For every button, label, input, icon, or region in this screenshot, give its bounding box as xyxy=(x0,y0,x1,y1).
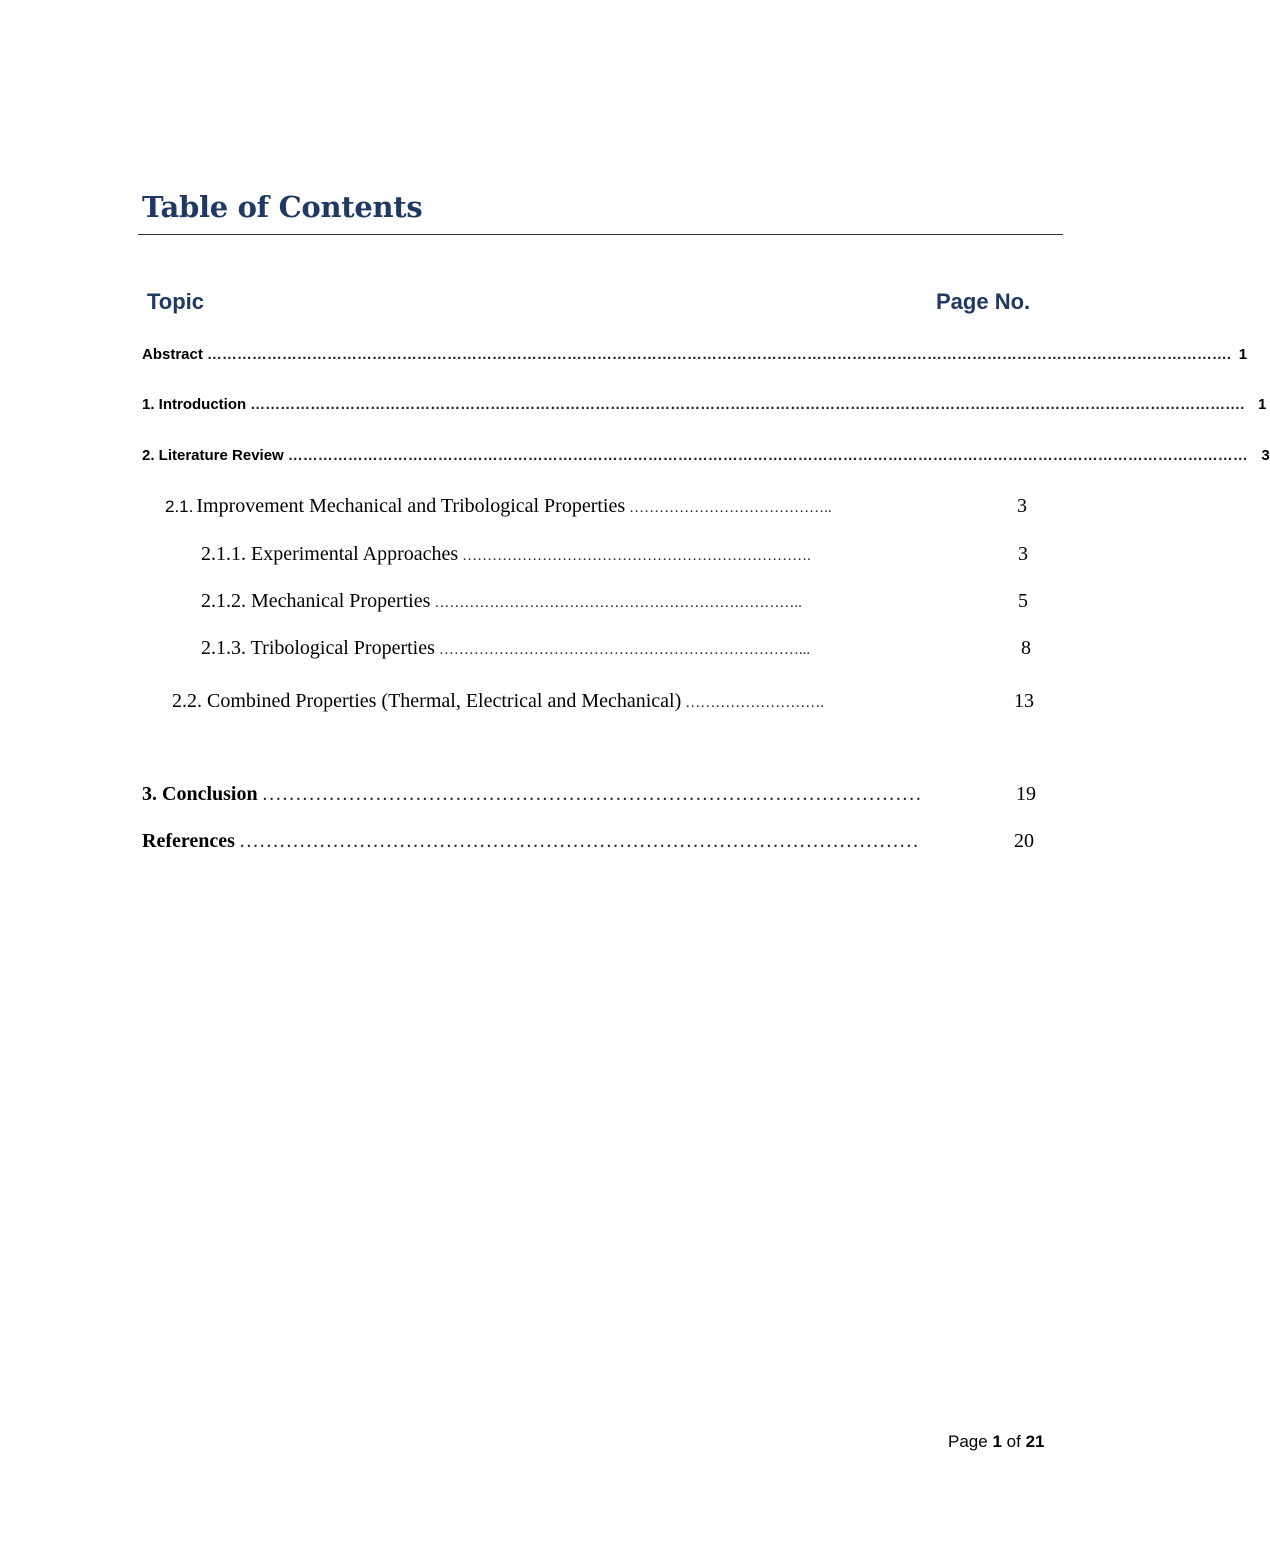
toc-entry-label: References xyxy=(142,830,235,852)
toc-entry-label: 2. Literature Review xyxy=(142,447,284,464)
toc-entry-page: 5 xyxy=(1018,590,1028,612)
toc-leader-dots: ………………………………………………………………………………………………………………………………………………………………………… xyxy=(287,447,1248,464)
toc-entry-2-1-3[interactable] xyxy=(201,637,1031,660)
toc-entry-label: 2.1.1. Experimental Approaches xyxy=(201,543,459,565)
toc-leader-dots: ……………………………………………………………………………………… xyxy=(261,783,922,805)
page-no-header: Page No. xyxy=(936,289,1031,314)
toc-entry-label: 2.1.2. Mechanical Properties xyxy=(201,590,431,612)
toc-entry-page: 13 xyxy=(1014,690,1034,712)
toc-entry-label: 2.2. Combined Properties (Thermal, Electrical and Mechanical) xyxy=(172,690,682,712)
toc-entry-page: 3 xyxy=(1018,543,1028,565)
toc-entry-page: 20 xyxy=(1014,830,1034,852)
toc-entry-page: 8 xyxy=(1021,637,1031,659)
toc-entry-2-1[interactable] xyxy=(165,495,1027,518)
toc-leader-dots: ……………………………………………………………………………………………………………………………………………………………………………………. xyxy=(206,346,1232,363)
toc-entry-label: 2.1.3. Tribological Properties xyxy=(201,637,435,659)
toc-leader-dots: ………………………………………………………………... xyxy=(438,642,811,658)
toc-entry-2-1-1[interactable] xyxy=(201,543,1028,566)
toc-entry-2-2[interactable] xyxy=(172,690,1034,713)
toc-entry-page: 3 xyxy=(1261,447,1270,464)
toc-leader-dots: ………………………………………………………………………………………………………………………………………………………………………………. xyxy=(250,396,1245,413)
toc-entry-literature-review[interactable] xyxy=(142,447,1270,464)
toc-entry-label: Abstract xyxy=(142,346,203,363)
topic-header: Topic xyxy=(147,289,205,314)
toc-leader-dots: ……………………………………………………………. xyxy=(462,548,811,564)
toc-title: Table of Contents xyxy=(142,190,423,224)
toc-entry-label: Improvement Mechanical and Tribological Properties xyxy=(196,495,626,517)
toc-leader-dots: ………………………………………………………………………………………… xyxy=(238,830,919,852)
footer-total-pages: 21 xyxy=(1025,1432,1045,1451)
footer-of-word: of xyxy=(1006,1432,1021,1451)
toc-entry-introduction[interactable] xyxy=(142,396,1267,413)
toc-entry-label: 1. Introduction xyxy=(142,396,247,413)
toc-entry-number: 2.1. xyxy=(165,497,194,516)
toc-entry-page: 1 xyxy=(1258,396,1267,413)
toc-entry-page: 19 xyxy=(1016,783,1036,805)
footer-current-page: 1 xyxy=(992,1432,1002,1451)
toc-leader-dots: ………………………………….. xyxy=(629,500,832,516)
toc-leader-dots: ………………………. xyxy=(685,695,825,711)
toc-entry-references[interactable] xyxy=(142,830,1034,853)
page-footer xyxy=(948,1432,1044,1452)
toc-leader-dots: ……………………………………………………………….. xyxy=(434,595,802,611)
toc-entry-abstract[interactable] xyxy=(142,346,1248,363)
toc-entry-label: 3. Conclusion xyxy=(142,783,258,805)
toc-entry-page: 3 xyxy=(1017,495,1027,517)
toc-entry-conclusion[interactable] xyxy=(142,783,1036,806)
toc-entry-page: 1 xyxy=(1238,346,1248,363)
toc-entry-2-1-2[interactable] xyxy=(201,590,1028,613)
footer-page-word: Page xyxy=(948,1432,988,1451)
title-underline xyxy=(138,234,1063,235)
